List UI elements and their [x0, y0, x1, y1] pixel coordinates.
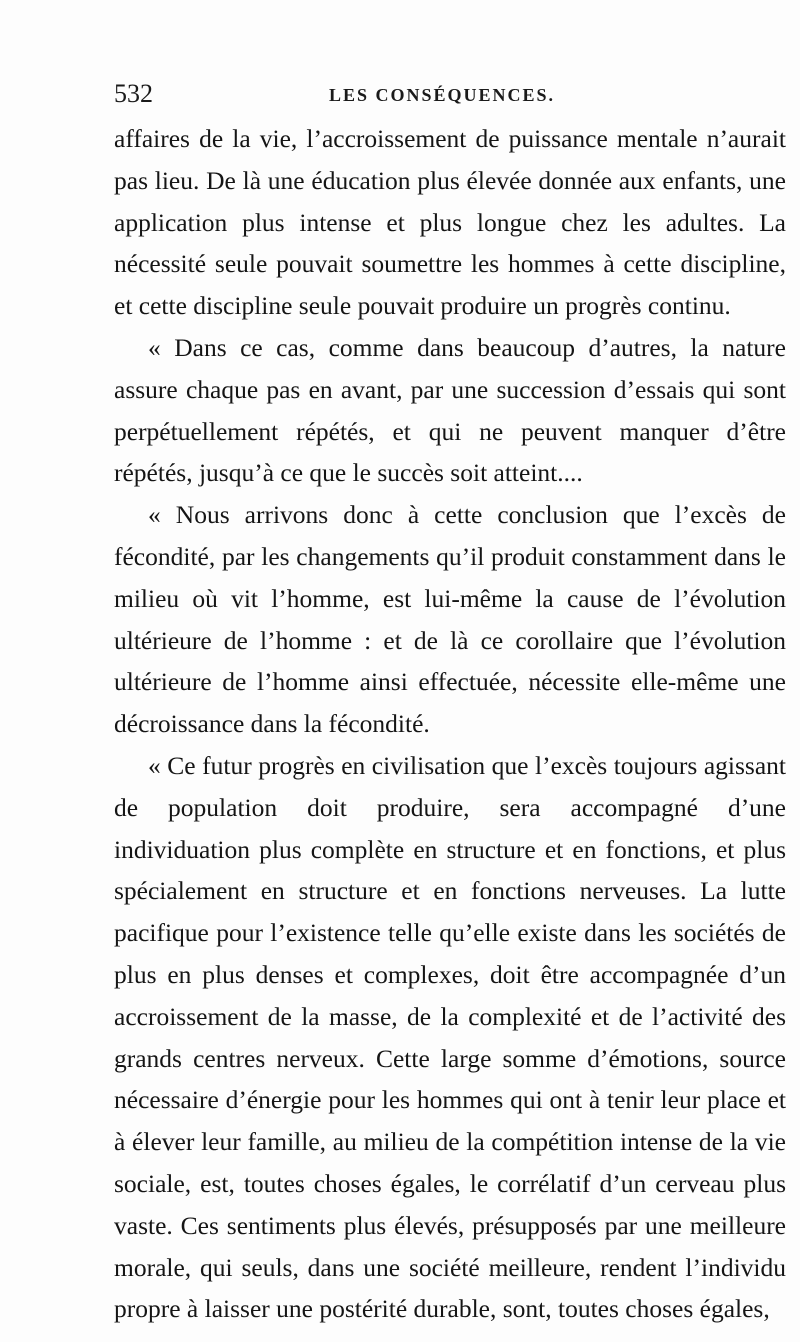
paragraph-continued: affaires de la vie, l’accroissement de puissance mentale n’aurait pas lieu. De là une éducation plus élevée donnée aux enfants, une application plus intense et plus longue chez les adultes. La nécessité seule pouvait soumettre les hommes à cette discipline, et cette discipline seule pouvait produire un progrès continu.: [114, 124, 786, 321]
body-text: [114, 118, 786, 1330]
page-header: [114, 76, 794, 112]
paragraph-quote-conclusion: « Nous arrivons donc à cette conclusion que l’excès de fécondité, par les changements qu’il produit constamment dans le milieu où vit l’homme, est lui-même la cause de l’évolution ultérieure de l’homme : et de là ce corollaire que l’évolution ultérieure de l’homme ainsi effectuée, nécessite elle-même une décroissance dans la fécondité.: [114, 500, 786, 739]
running-title: LES CONSÉQUENCES.: [329, 85, 556, 105]
page-number: 532: [114, 79, 153, 108]
paragraph-quote-progress: « Ce futur progrès en civilisation que l’excès toujours agissant de population doit produire, sera accompagné d’une individuation plus complète en structure et en fonctions, et plus spécialement en structure et en fonctions nerveuses. La lutte pacifique pour l’existence telle qu’elle existe dans les sociétés de plus en plus denses et complexes, doit être accompagnée d’un accroissement de la masse, de la complexité et de l’activité des grands centres nerveux. Cette large somme d’émotions, source nécessaire d’énergie pour les hommes qui ont à tenir leur place et à élever leur famille, au milieu de la compétition intense de la vie sociale, est, toutes choses égales, le corrélatif d’un cerveau plus vaste. Ces sentiments plus élevés, présupposés par une meilleure morale, qui seuls, dans une société meilleure, rendent l’individu propre à laisser une postérité durable, sont, toutes choses égales,: [114, 750, 786, 1324]
paragraph-quote-nature: « Dans ce cas, comme dans beaucoup d’autres, la nature assure chaque pas en avant, par une succession d’essais qui sont perpétuellement répétés, et qui ne peuvent manquer d’être répétés, jusqu’à ce que le succès soit atteint....: [114, 332, 786, 488]
